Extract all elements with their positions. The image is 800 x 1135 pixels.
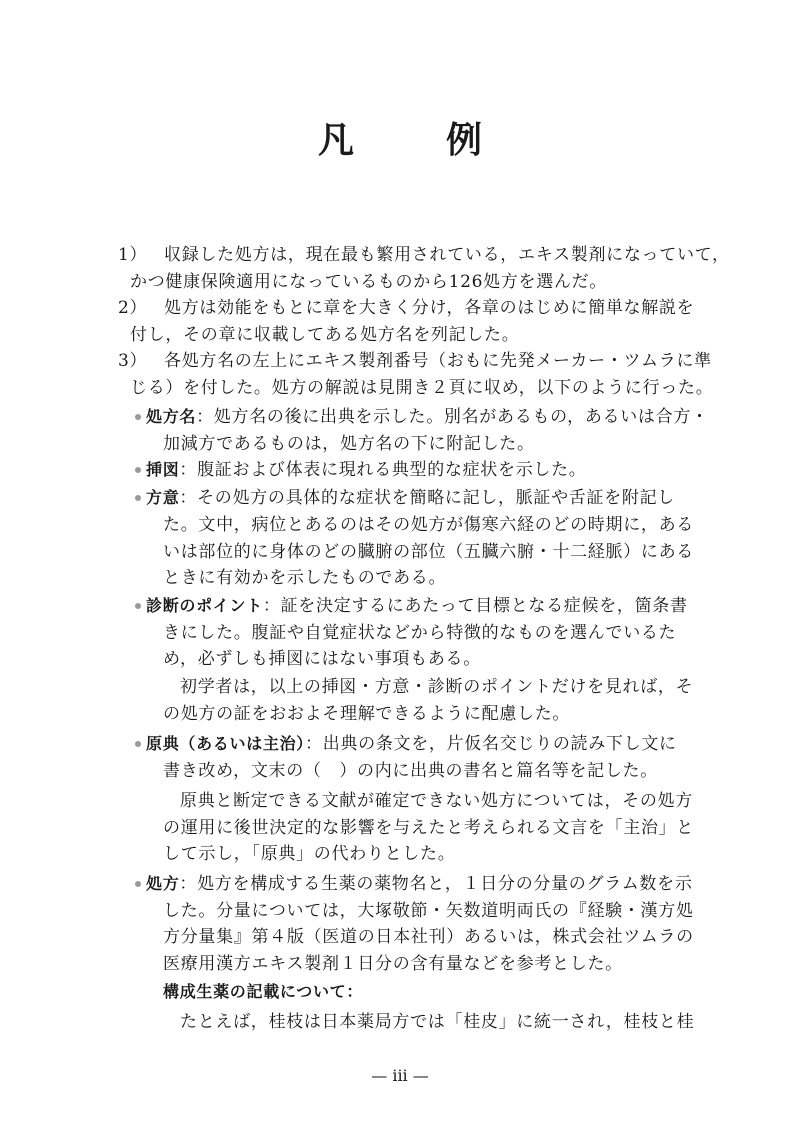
entry-shindan-para-line-2: の処方の証をおおよそ理解できるように配慮した。 — [163, 704, 571, 724]
entry-hoi-line-4: ときに有効かを示したものである。 — [163, 568, 447, 588]
bullet-dot — [135, 414, 141, 420]
page-title: 凡 例 — [317, 119, 510, 161]
entry-shoho-line-4: 医療用漢方エキス製剤１日分の含有量などを参考とした。 — [163, 954, 623, 974]
entry-shoho-line-3: 方分量集』第４版（医道の日本社刊）あるいは，株式会社ツムラの — [163, 927, 694, 947]
entry-shoho-subheading: 構成生薬の記載について： — [163, 982, 364, 1001]
entry-shindan-line-2: きにした。腹証や自覚症状などから特徴的なものを選んでいるた — [163, 623, 677, 643]
item-2-line-2: 付し，その章に収載してある処方名を列記した。 — [130, 325, 520, 345]
entry-genten-para-line-2: の運用に後世決定的な影響を与えたと考えられる文言を「主治」と — [163, 818, 694, 838]
entry-shoho-line-2: した。分量については，大塚敬節・矢数道明両氏の『経験・漢方処 — [163, 901, 694, 921]
item-3-line-1: 3） 各処方名の左上にエキス製剤番号（おもに先発メーカー・ツムラに準 — [118, 351, 712, 371]
bullet-dot — [135, 741, 141, 747]
bullet-dot — [135, 603, 141, 609]
entry-genten-line-2: 書き改め，文末の（ ）の内に出典の書名と篇名等を記した。 — [163, 761, 658, 781]
entry-shindan-line-1: 診断のポイント：証を決定するにあたって目標となる症候を，箇条書 — [146, 596, 688, 616]
entry-genten-line-1: 原典（あるいは主治）：出典の条文を，片仮名交じりの読み下し文に — [146, 734, 677, 754]
entry-genten-para-line-3: して示し，「原典」の代わりとした。 — [163, 844, 456, 864]
entry-shindan-line-3: め，必ずしも挿図にはない事項もある。 — [163, 649, 481, 669]
entry-sozu-line-1: 挿図：腹証および体表に現れる典型的な症状を示した。 — [146, 460, 587, 480]
entry-hoi-line-1: 方意：その処方の具体的な症状を簡略に記し，脈証や舌証を附記し — [146, 488, 676, 508]
bullet-dot — [135, 881, 141, 887]
entry-shoho-line-1: 処方：処方を構成する生薬の薬物名と，１日分の分量のグラム数を示 — [146, 874, 693, 894]
entry-hoi-line-2: た。文中，病位とあるのはその処方が傷寒六経のどの時期に，ある — [163, 515, 694, 535]
entry-shoho-para-line-1: たとえば，桂枝は日本薬局方では「桂皮」に統一され，桂枝と桂 — [180, 1012, 695, 1032]
bullet-dot — [135, 467, 141, 473]
item-2-line-1: 2） 処方は効能をもとに章を大きく分け，各章のはじめに簡単な解説を — [118, 298, 695, 318]
item-3-line-2: じる）を付した。処方の解説は見開き２頁に収め，以下のように行った。 — [130, 378, 714, 398]
entry-genten-para-line-1: 原典と断定できる文献が確定できない処方については，その処方 — [180, 791, 693, 811]
bullet-dot — [135, 495, 141, 501]
entry-hoi-line-3: いは部位的に身体のどの臓腑の部位（五臓六腑・十二経脈）にある — [163, 542, 694, 562]
entry-shindan-para-line-1: 初学者は，以上の挿図・方意・診断のポイントだけを見れば，そ — [180, 677, 694, 697]
item-1-line-1: 1） 収録した処方は，現在最も繁用されている，エキス製剤になっていて， — [118, 245, 730, 265]
item-1-line-2: かつ健康保険適用になっているものから126処方を選んだ。 — [130, 272, 608, 292]
entry-shohomei-line-1: 処方名：処方名の後に出典を示した。別名があるもの，あるいは合方・ — [146, 407, 709, 427]
entry-shohomei-line-2: 加減方であるものは，処方名の下に附記した。 — [163, 434, 535, 454]
page-number: — iii — — [371, 1066, 429, 1085]
